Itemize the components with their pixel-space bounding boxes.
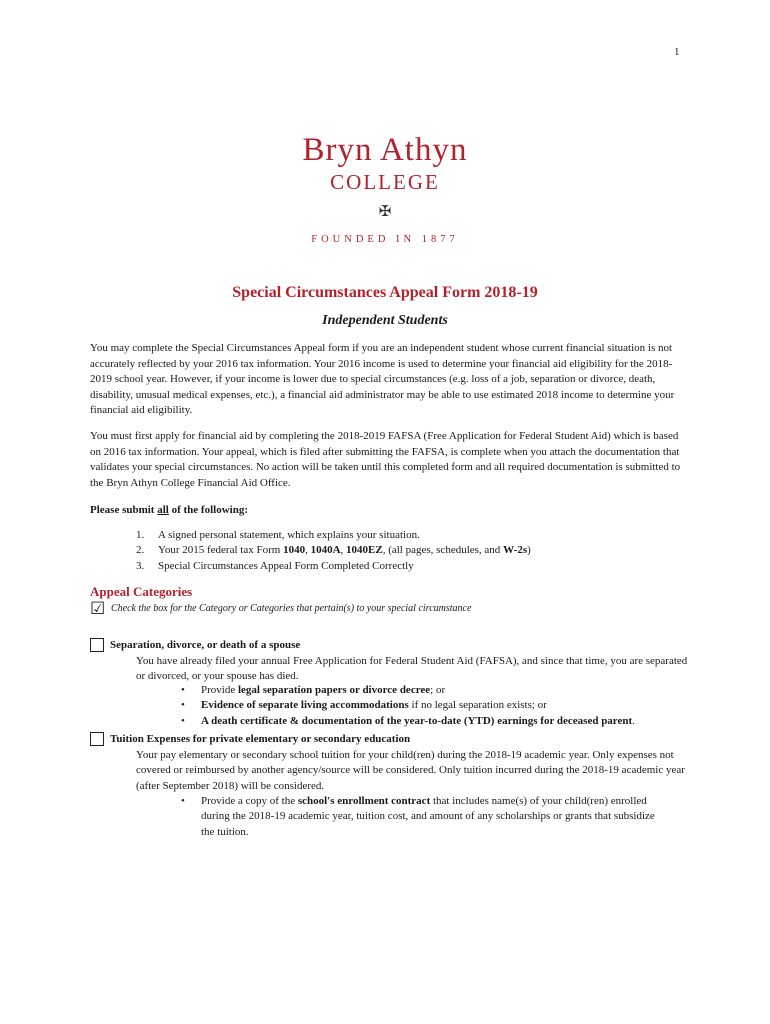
list-item: • Evidence of separate living accommodations if no legal separation exists; or xyxy=(181,699,547,712)
list-item: • Provide a copy of the school's enrollment contract that includes name(s) of your child(ren) enrolled during the 2018-19 academic year, tuition cost, and amount of any scholarships or grants that subsidize the tuition. xyxy=(181,795,655,838)
section-separation xyxy=(90,637,300,653)
section-title: Tuition Expenses for private elementary or secondary education xyxy=(110,733,411,745)
tuition-bullets xyxy=(181,794,661,840)
form-title: Special Circumstances Appeal Form 2018-19 xyxy=(232,284,538,301)
founded-text: FOUNDED IN 1877 xyxy=(311,234,459,245)
section-body: Your pay elementary or secondary school tuition for your child(ren) during the 2018-19 academic year. Only expenses not covered or reimbursed by another agency/source will be considered. Only tuition incurred during the 2018-19 academic year (after September 2018) will be considered. xyxy=(136,749,685,792)
separation-bullets xyxy=(181,683,635,729)
fafsa-paragraph: You must first apply for financial aid by completing the 2018-2019 FAFSA (Free Application for Federal Student Aid) which is based on 2016 tax information. Your appeal, which is filed after submitting the FAFSA, is complete when you attach the documentation that validates your special circumstances. No action will be taken until this completed form and all required documentation is submitted to the Bryn Athyn College Financial Aid Office. xyxy=(90,430,681,489)
intro-paragraph: You may complete the Special Circumstances Appeal form if you are an independent student whose current financial situation is not accurately reflected by your 2016 tax information. Your 2016 income is used to determine your financial aid eligibility for the 2018-2019 school year. However, if your income is lower due to special circumstances (e.g. loss of a job, separation or divorce, death, disability, unusual medical expenses, etc.), a financial aid administrator may be able to use estimated 2018 income to determine your financial aid eligibility. xyxy=(90,342,675,417)
submit-list xyxy=(136,528,531,574)
form-subtitle: Independent Students xyxy=(322,313,448,328)
check-instruction-text: Check the box for the Category or Categories that pertain(s) to your special circumstance xyxy=(111,603,472,614)
separation-checkbox[interactable] xyxy=(90,638,104,652)
section-body: You have already filed your annual Free Application for Federal Student Aid (FAFSA), and since that time, you are separated or divorced, or your spouse has died. xyxy=(136,655,688,683)
college-logo-name: Bryn Athyn xyxy=(302,132,468,168)
cross-icon: ✠ xyxy=(378,204,392,220)
check-instruction xyxy=(90,600,471,618)
appeal-categories-heading: Appeal Categories xyxy=(90,584,193,599)
list-item: • A death certificate & documentation of the year-to-date (YTD) earnings for deceased parent. xyxy=(181,714,635,727)
list-item: 1. A signed personal statement, which explains your situation. xyxy=(136,529,420,541)
college-logo-subtitle: COLLEGE xyxy=(330,170,440,194)
checked-box-icon: ☑ xyxy=(90,599,106,618)
tuition-checkbox[interactable] xyxy=(90,732,104,746)
submit-instructions: Please submit all of the following: xyxy=(90,504,248,516)
submit-emphasis: all xyxy=(157,504,169,516)
list-item: • Provide legal separation papers or divorce decree; or xyxy=(181,684,446,696)
list-item: 3. Special Circumstances Appeal Form Completed Correctly xyxy=(136,559,414,572)
section-tuition xyxy=(90,731,410,747)
list-item: 2. Your 2015 federal tax Form 1040, 1040A, 1040EZ, (all pages, schedules, and W-2s) xyxy=(136,544,531,557)
page-number: 1 xyxy=(674,46,680,58)
section-title: Separation, divorce, or death of a spouse xyxy=(110,639,301,651)
